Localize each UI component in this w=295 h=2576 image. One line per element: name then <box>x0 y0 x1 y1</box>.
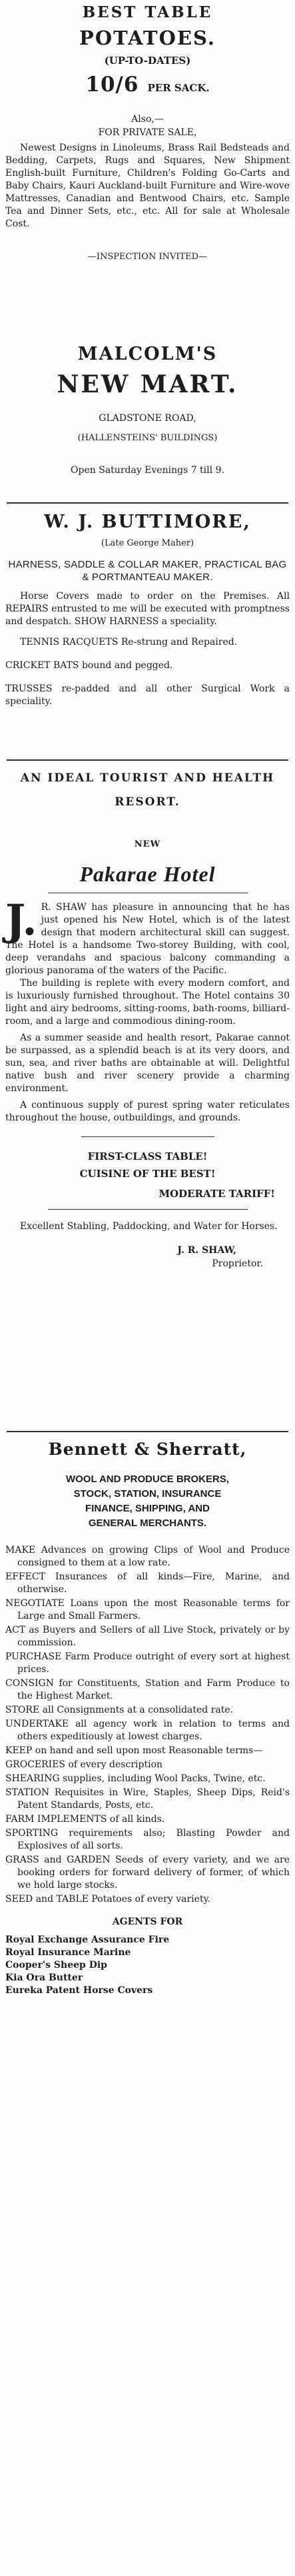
stabling-paragraph: Excellent Stabling, Paddocking, and Water for Horses. <box>20 1221 278 1232</box>
malcolm-name: MALCOLM'S <box>77 344 218 364</box>
service-item: STORE all Consignments at a consolidated rate. <box>5 1705 234 1715</box>
service-item: GRASS and GARDEN Seeds of every variety, and we are booking orders for forward delivery of former, of which we hold large stocks. <box>5 1855 290 1891</box>
gladstone-road: GLADSTONE ROAD, <box>99 413 196 424</box>
trades-list: HARNESS, SADDLE & COLLAR MAKER, PRACTICAL BAG & PORTMANTEAU MAKER. <box>8 559 287 583</box>
late-george-maher: (Late George Maher) <box>101 538 194 548</box>
hotel-intro-paragraph: R. SHAW has pleasure in announcing that he has just opened his New Hotel, which is of the latest design that modern architectural skill can suggest. The Hotel is a handsome Two-storey Building, with cool, deep verandahs and spacious balcony commanding a glorious panorama of the waters of the Pacific. <box>5 902 290 976</box>
potato-grade: (UP-TO-DATES) <box>104 55 191 67</box>
divider-rule <box>7 759 288 761</box>
tourist-resort-headline: AN IDEAL TOURIST AND HEALTH RESORT. <box>20 771 275 809</box>
agency-item: Cooper's Sheep Dip <box>5 1960 107 1970</box>
service-item: SHEARING supplies, including Wool Packs, Twine, etc. <box>5 1773 266 1784</box>
service-item: GROCERIES of every description <box>5 1759 163 1770</box>
service-item: ACT as Buyers and Sellers of all Live Stock, privately or by commission. <box>5 1625 290 1648</box>
service-item: CONSIGN for Constituents, Station and Farm Produce to the Highest Market. <box>5 1678 290 1701</box>
proprietor-title: Proprietor. <box>212 1258 263 1269</box>
business-line-4: GENERAL MERCHANTS. <box>88 1517 207 1529</box>
bennett-sherratt-name: Bennett & Sherratt, <box>48 1440 247 1459</box>
price-line <box>5 72 290 101</box>
business-line-3: FINANCE, SHIPPING, AND <box>85 1503 210 1514</box>
service-item: SEED and TABLE Potatoes of every variety. <box>5 1894 211 1905</box>
potatoes-advertisement <box>5 3 290 264</box>
agency-item: Royal Exchange Assurance Fire <box>5 1934 170 1945</box>
buttimore-advertisement <box>5 510 290 708</box>
agency-item: Eureka Patent Horse Covers <box>5 1985 153 1996</box>
hallensteins-buildings: (HALLENSTEINS' BUILDINGS) <box>77 433 218 443</box>
business-line-2: STOCK, STATION, INSURANCE <box>73 1488 222 1500</box>
agents-list <box>5 1934 290 1997</box>
service-item: PURCHASE Farm Produce outright of every sort at highest prices. <box>5 1651 290 1675</box>
service-item: MAKE Advances on growing Clips of Wool and Produce consigned to them at a low rate. <box>5 1545 290 1568</box>
short-rule <box>48 1209 248 1210</box>
new-mart-title: NEW MART. <box>57 370 238 398</box>
proprietor-name: J. R. SHAW, <box>177 1245 236 1256</box>
inspection-invited: —INSPECTION INVITED— <box>87 252 208 262</box>
services-list <box>5 1544 290 1906</box>
pakarae-hotel-advertisement <box>5 766 290 1270</box>
agency-item: Royal Insurance Marine <box>5 1947 131 1958</box>
building-paragraph: The building is replete with every modern comfort, and is luxuriously furnished throughout. The Hotel contains 30 light and airy bedrooms, sitting-rooms, bath-rooms, billiard-room, and a large and commodious dining-room. <box>5 978 290 1027</box>
best-table-headline: BEST TABLE <box>82 3 213 21</box>
price-value: 10/6 <box>85 73 139 97</box>
cricket-bats-paragraph: CRICKET BATS bound and pegged. <box>5 660 173 671</box>
trusses-paragraph: TRUSSES re-padded and all other Surgical Work a speciality. <box>5 683 290 707</box>
bennett-sherratt-advertisement <box>5 1438 290 1997</box>
drop-cap: J. <box>5 895 37 945</box>
short-rule <box>81 1136 214 1137</box>
first-class-table: FIRST-CLASS TABLE! <box>87 1150 208 1162</box>
cuisine-line: CUISINE OF THE BEST! <box>79 1168 216 1180</box>
price-unit: PER SACK. <box>147 82 210 94</box>
malcolms-advertisement <box>5 342 290 477</box>
service-item: STATION Requisites in Wire, Staples, Sheep Dips, Reid's Patent Standards, Posts, etc. <box>5 1787 290 1811</box>
goods-paragraph: Newest Designs in Linoleums, Brass Rail Bedsteads and Bedding, Carpets, Rugs and Squares, New Shipment English-built Furniture, Children's Folding Go-Carts and Baby Chairs, Kauri Auckland-built Furniture and Wire-wove Mattresses, Canadian and Bentwood Chairs, etc. Sample Tea and Dinner Sets, etc., etc. All for sale at Wholesale Cost. <box>5 143 290 229</box>
business-line-1: WOOL AND PRODUCE BROKERS, <box>65 1474 229 1485</box>
service-item: KEEP on hand and sell upon most Reasonable terms— <box>5 1745 263 1756</box>
service-item: NEGOTIATE Loans upon the most Reasonable terms for Large and Small Farmers. <box>5 1598 290 1621</box>
pakarae-hotel-title: Pakarae Hotel <box>79 862 216 886</box>
buttimore-name: W. J. BUTTIMORE, <box>44 512 251 532</box>
agency-item: Kia Ora Butter <box>5 1972 83 1983</box>
tennis-racquets-paragraph: TENNIS RACQUETS Re-strung and Repaired. <box>20 637 238 647</box>
potatoes-title: POTATOES. <box>79 27 216 49</box>
new-label: NEW <box>134 839 161 849</box>
divider-rule <box>7 502 288 504</box>
service-item: FARM IMPLEMENTS of all kinds. <box>5 1814 165 1825</box>
also-line: Also,— <box>131 114 164 125</box>
seaside-paragraph: As a summer seaside and health resort, Pakarae cannot be surpassed, as a splendid beach is at its very doors, and sun, sea, and river baths are obtainable at will. Delightful native bush and river scenery provide a charming environment. <box>5 1033 290 1094</box>
agents-for-heading: AGENTS FOR <box>112 1917 183 1927</box>
service-item: UNDERTAKE all agency work in relation to terms and others expeditiously at lowest charges. <box>5 1719 290 1742</box>
service-item: SPORTING requirements also; Blasting Powder and Explosives of all sorts. <box>5 1828 290 1851</box>
moderate-tariff: MODERATE TARIFF! <box>158 1188 275 1200</box>
spring-water-paragraph: A continuous supply of purest spring water reticulates throughout the house, outbuildings, and grounds. <box>5 1100 290 1123</box>
hotel-description <box>5 895 290 1124</box>
service-item: EFFECT Insurances of all kinds—Fire, Marine, and otherwise. <box>5 1571 290 1595</box>
divider-rule <box>7 1431 288 1432</box>
opening-hours: Open Saturday Evenings 7 till 9. <box>71 465 224 476</box>
private-sale-line: FOR PRIVATE SALE, <box>98 127 197 138</box>
horse-covers-paragraph: Horse Covers made to order on the Premises. All REPAIRS entrusted to me will be executed with promptness and despatch. SHOW HARNESS a speciality. <box>5 591 290 627</box>
inspection-text: INSPECTION INVITED <box>96 252 199 262</box>
